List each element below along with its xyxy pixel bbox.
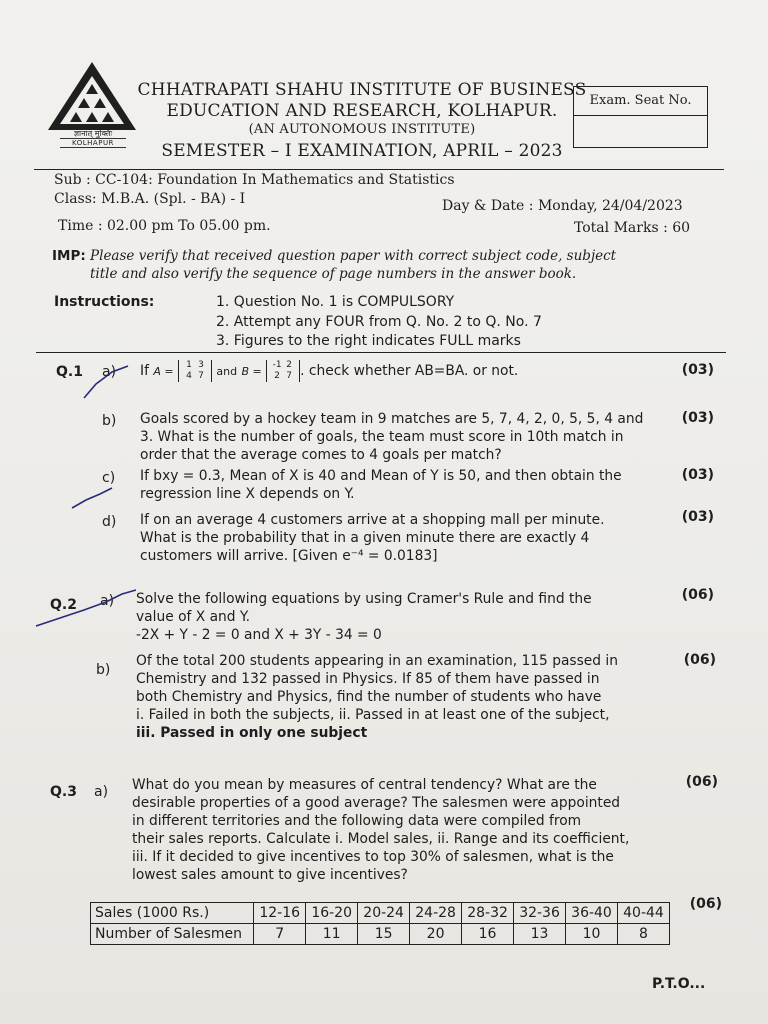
q1d-text: If on an average 4 customers arrive at a shopping mall per minute. What is the probability that in a given minute there are exactly 4 customers will arrive. [Given e⁻⁴ = 0.0183]: [140, 512, 605, 564]
table-cell: 32-36: [514, 903, 566, 924]
q2b-label: b): [96, 662, 111, 678]
q1a-matrix-b-label: B =: [241, 365, 262, 378]
total-marks: Total Marks : 60: [574, 220, 691, 236]
matrix-b: -1 2 2 7: [266, 360, 300, 382]
table-cell: 7: [254, 924, 306, 945]
instruction-3: 3. Figures to the right indicates FULL marks: [216, 333, 521, 349]
table-cell: 24-28: [410, 903, 462, 924]
imp-line1: Please verify that received question paper with correct subject code, subject: [90, 248, 617, 264]
table-cell: 16: [462, 924, 514, 945]
table-cell: 20: [410, 924, 462, 945]
table-cell: 20-24: [358, 903, 410, 924]
institute-name-line1: CHHATRAPATI SHAHU INSTITUTE OF BUSINESS: [137, 80, 587, 100]
q1a-and: and: [216, 365, 238, 378]
pto-label: P.T.O...: [652, 976, 706, 992]
time-line: Time : 02.00 pm To 05.00 pm.: [58, 218, 271, 234]
instructions-label: Instructions:: [54, 294, 155, 310]
imp-line2: title and also verify the sequence of page numbers in the answer book.: [90, 266, 577, 282]
q1-number: Q.1: [56, 364, 83, 380]
q1c-text: If bxy = 0.3, Mean of X is 40 and Mean of Y is 50, and then obtain the regression line X depends on Y.: [140, 468, 622, 502]
exam-seat-label: Exam. Seat No.: [574, 87, 707, 116]
table-cell: 12-16: [254, 903, 306, 924]
logo-city: KOLHAPUR: [60, 138, 126, 148]
table-cell: 11: [306, 924, 358, 945]
q1d-marks: (03): [681, 509, 714, 525]
logo-motto: ज्ञानात् मुक्तिः: [73, 129, 113, 138]
imp-label: IMP:: [52, 248, 86, 264]
table-marks: (06): [689, 896, 722, 912]
q2a-marks: (06): [681, 587, 714, 603]
matrix-a: 1 3 4 7: [178, 360, 212, 382]
q1c-label: c): [102, 470, 116, 486]
table-cell: 40-44: [617, 903, 669, 924]
q3-number: Q.3: [50, 784, 77, 800]
pen-tick-q1a: [84, 366, 128, 398]
pen-tick-q1c: [72, 488, 112, 508]
subject-line: Sub : CC-104: Foundation In Mathematics and Statistics: [54, 172, 455, 188]
table-cell: 36-40: [566, 903, 618, 924]
q3a-text: What do you mean by measures of central tendency? What are the desirable properties of a good average? The salesmen were appointed in different territories and the following data were compiled from their sales reports. Calculate i. Model sales, ii. Range and its coefficient, iii. If it decided to give incentives to top 30% of salesmen, what is the lowest sales amount to give incentives?: [132, 777, 630, 883]
class-line: Class: M.B.A. (Spl. - BA) - I: [54, 191, 246, 207]
q1a-if: If: [140, 363, 149, 379]
institute-status: (AN AUTONOMOUS INSTITUTE): [248, 122, 476, 137]
q2a-text: Solve the following equations by using Cramer's Rule and find the value of X and Y. -2X + Y - 2 = 0 and X + 3Y - 34 = 0: [136, 591, 592, 643]
table-cell: 16-20: [306, 903, 358, 924]
table-header-salesmen: Number of Salesmen: [91, 924, 254, 945]
q1d-label: d): [102, 514, 117, 530]
table-header-sales: Sales (1000 Rs.): [91, 903, 254, 924]
q2-number: Q.2: [50, 597, 77, 613]
q3a-label: a): [94, 784, 109, 800]
q1b-label: b): [102, 413, 117, 429]
q1a-marks: (03): [681, 362, 714, 378]
q1b-text: Goals scored by a hockey team in 9 matches are 5, 7, 4, 2, 0, 5, 5, 4 and 3. What is the number of goals, the team must score in 10th match in order that the average comes to 4 goals per match?: [140, 411, 644, 463]
table-cell: 8: [617, 924, 669, 945]
q1a-label: a): [102, 364, 117, 380]
pen-tick-q2a: [36, 590, 136, 626]
q1a-question: check whether AB=BA. or not.: [308, 363, 519, 379]
q1c-marks: (03): [681, 467, 714, 483]
instruction-1: 1. Question No. 1 is COMPULSORY: [216, 294, 455, 310]
q1b-marks: (03): [681, 410, 714, 426]
day-date: Day & Date : Monday, 24/04/2023: [442, 198, 683, 214]
q3a-marks: (06): [685, 774, 718, 790]
institute-name-line2: EDUCATION AND RESEARCH, KOLHAPUR.: [166, 101, 558, 121]
table-cell: 15: [358, 924, 410, 945]
table-cell: 28-32: [462, 903, 514, 924]
q2b-marks: (06): [683, 652, 716, 668]
q2b-text: Of the total 200 students appearing in an examination, 115 passed in Chemistry and 132 passed in Physics. If 85 of them have passed in both Chemistry and Physics, find the number of students who have i. Failed in both the subjects, ii. Passed in at least one of the subject, iii. Passed in only one subject: [136, 653, 619, 741]
table-cell: 13: [514, 924, 566, 945]
q1a-matrix-a-label: A =: [153, 365, 174, 378]
q2a-label: a): [100, 593, 115, 609]
instruction-2: 2. Attempt any FOUR from Q. No. 2 to Q. No. 7: [216, 314, 542, 330]
exam-title: SEMESTER – I EXAMINATION, APRIL – 2023: [161, 141, 563, 161]
table-cell: 10: [566, 924, 618, 945]
q1a-text: If A = 1 3 4 7 and B = -1 2 2 7 . check whether AB=BA. or not.: [140, 360, 519, 381]
